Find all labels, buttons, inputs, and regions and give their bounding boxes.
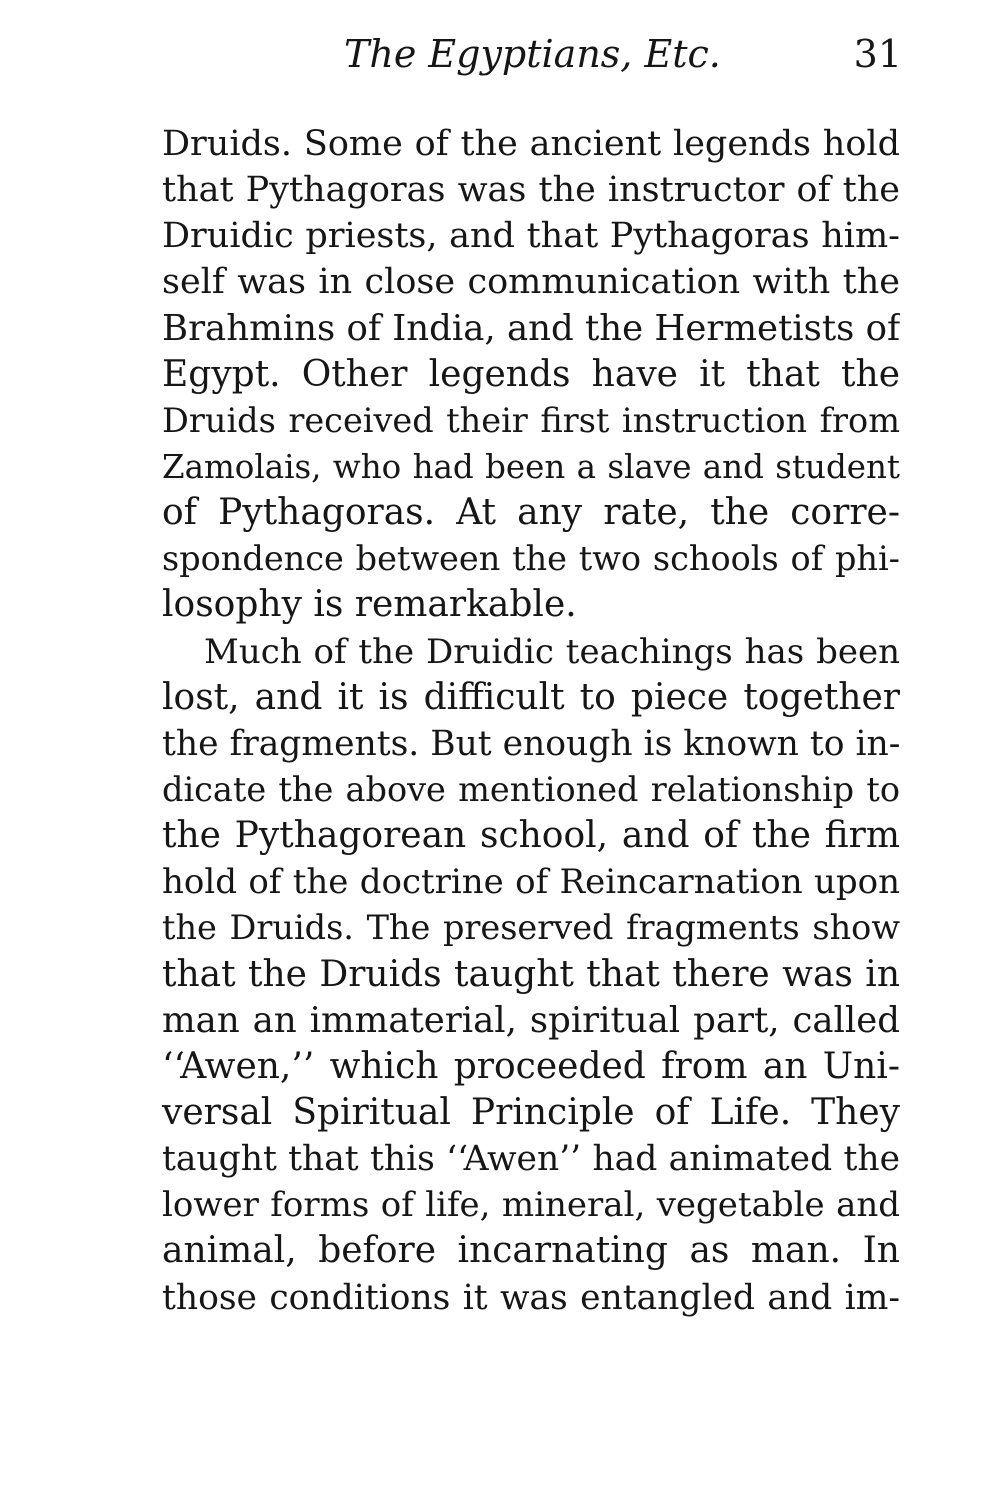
text-line: Zamolais, who had been a slave and student [162, 447, 900, 486]
paragraph-1 [162, 121, 900, 629]
text-line: Brahmins of India, and the Hermetists of [162, 307, 900, 349]
text-line: lost, and it is difficult to piece together [162, 676, 900, 718]
text-line: losophy is remarkable. [162, 584, 577, 626]
text-line: self was in close communication with the [162, 262, 900, 303]
text-line: ‘‘Awen,’’ which proceeded from an Uni- [162, 1045, 900, 1087]
text-line: Much of the Druidic teachings has been [204, 631, 900, 672]
text-line: that the Druids taught that there was in [162, 953, 900, 995]
text-line: man an immaterial, spiritual part, called [162, 999, 900, 1041]
text-line: spondence between the two schools of phi- [162, 539, 900, 579]
text-line: the Pythagorean school, and of the firm [162, 815, 900, 857]
text-line: Druids received their first instruction from [162, 400, 900, 440]
paragraph-2 [162, 629, 900, 1321]
text-line: those conditions it was entangled and im- [162, 1277, 900, 1318]
text-line: the fragments. But enough is known to in- [162, 723, 900, 764]
text-line: that Pythagoras was the instructor of the [162, 170, 900, 211]
text-line: lower forms of life, mineral, vegetable and [162, 1185, 900, 1226]
text-line: the Druids. The preserved fragments show [162, 908, 900, 948]
text-line: of Pythagoras. At any rate, the corre- [162, 492, 900, 534]
body-text [162, 121, 900, 1321]
page-header [162, 28, 902, 80]
running-title: The Egyptians, Etc. [344, 32, 721, 76]
page-number: 31 [853, 32, 902, 76]
text-line: taught that this ‘‘Awen’’ had animated the [162, 1139, 900, 1180]
text-line: dicate the above mentioned relationship to [162, 769, 900, 809]
text-line: versal Spiritual Principle of Life. They [162, 1091, 900, 1133]
text-line: Egypt. Other legends have it that the [162, 353, 900, 395]
text-line: Druidic priests, and that Pythagoras him- [162, 216, 900, 257]
text-line: animal, before incarnating as man. In [162, 1230, 900, 1272]
text-line: Druids. Some of the ancient legends hold [162, 124, 900, 164]
text-line: hold of the doctrine of Reincarnation upon [162, 862, 900, 903]
